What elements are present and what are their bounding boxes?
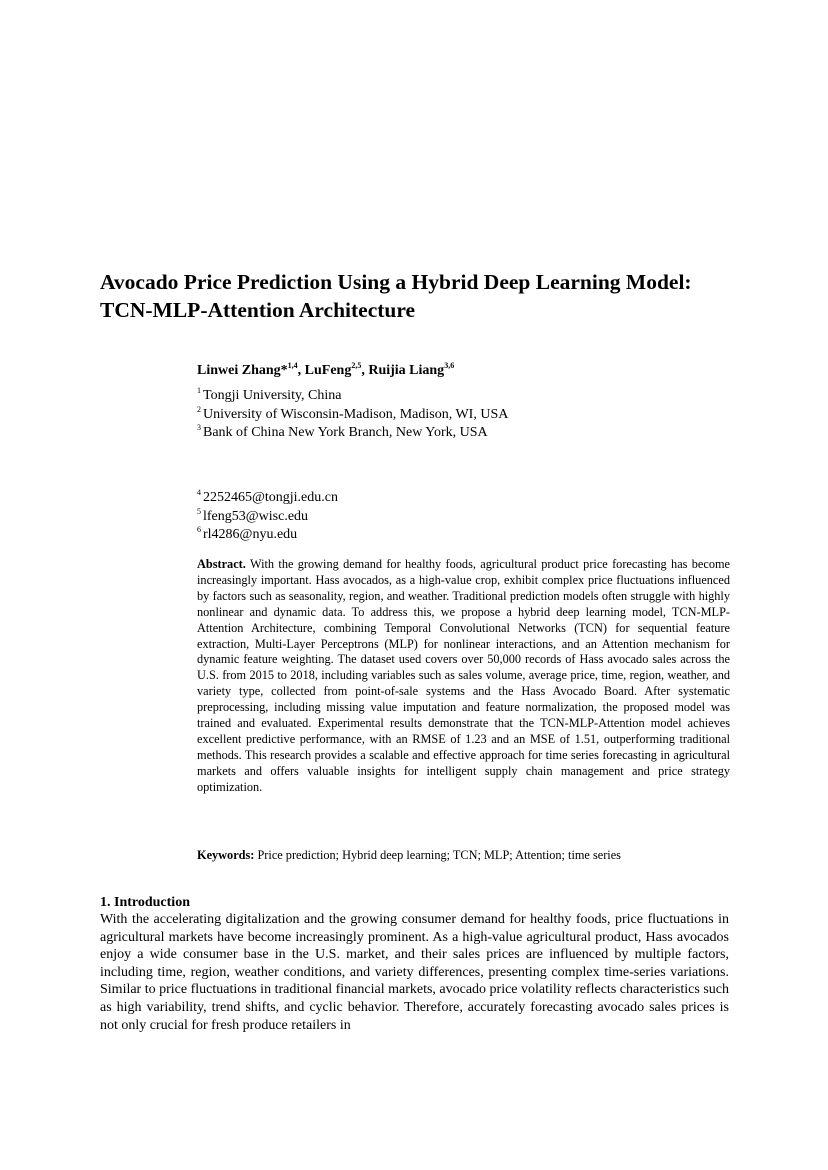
author-list	[197, 362, 454, 380]
section-body-introduction: With the accelerating digitalization and the growing consumer demand for healthy foods, price fluctuations in agricultural markets have become increasingly prominent. As a high-value agricultural product, Hass avocados enjoy a wide consumer base in the U.S. market, and their sales prices are influenced by multiple factors, including time, region, weather conditions, and variety differences, presenting complex time-series variations. Similar to price fluctuations in traditional financial markets, avocado price volatility reflects characteristics such as high variability, trend shifts, and cyclic behavior. Therefore, accurately forecasting avocado sales prices is not only crucial for fresh produce retailers in	[100, 912, 729, 1033]
author-separator: ,	[297, 363, 305, 378]
author-name: Ruijia Liang	[368, 363, 445, 378]
email-text: 2252465@tongji.edu.cn	[203, 490, 338, 505]
email-text: lfeng53@wisc.edu	[203, 508, 309, 524]
author-name: Linwei Zhang*	[197, 363, 288, 378]
email-item	[197, 489, 338, 508]
affiliation-superscript: 3	[197, 423, 201, 432]
affiliation-text: Tongji University, China	[203, 388, 342, 403]
section-heading-introduction: 1. Introduction	[100, 895, 190, 910]
author-separator: ,	[361, 363, 369, 378]
keywords	[197, 847, 730, 863]
email-superscript: 6	[197, 525, 201, 534]
email-superscript: 4	[197, 488, 201, 497]
abstract	[197, 557, 730, 796]
email-list	[197, 489, 338, 545]
author-superscript: 2,5	[351, 361, 362, 370]
email-item	[197, 526, 338, 545]
affiliation-item	[197, 406, 508, 425]
email-superscript: 5	[197, 506, 201, 516]
affiliation-superscript: 2	[197, 404, 201, 414]
affiliation-item	[197, 387, 508, 406]
keywords-label: Keywords:	[197, 848, 255, 862]
author-superscript: 3,6	[444, 361, 455, 370]
abstract-label: Abstract.	[197, 557, 246, 571]
author-superscript: 1,4	[287, 361, 298, 370]
affiliation-superscript: 1	[197, 386, 201, 395]
abstract-text: With the growing demand for healthy foods, agricultural product price forecasting has become increasingly important. Hass avocados, as a high-value crop, exhibit complex price fluctuations influenced by factors such as seasonality, region, and weather. Traditional prediction models often struggle with highly nonlinear and dynamic data. To address this, we propose a hybrid deep learning model, TCN-MLP-Attention Architecture, combining Temporal Convolutional Networks (TCN) for sequential feature extraction, Multi-Layer Perceptrons (MLP) for nonlinear interactions, and an Attention mechanism for dynamic feature weighting. The dataset used covers over 50,000 records of Hass avocado sales across the U.S. from 2015 to 2018, including variables such as sales volume, average price, time, region, weather, and variety type, collected from point-of-sale systems and the Hass Avocado Board. After systematic preprocessing, including missing value imputation and feature normalization, the proposed model was trained and evaluated. Experimental results demonstrate that the TCN-MLP-Attention model achieves excellent predictive performance, with an RMSE of 1.23 and an MSE of 1.51, outperforming traditional methods. This research provides a scalable and effective approach for time series forecasting in agricultural markets and offers valuable insights for intelligent supply chain management and price strategy optimization.	[197, 557, 731, 794]
author-name: LuFeng	[304, 363, 352, 378]
email-item	[197, 508, 338, 527]
email-text: rl4286@nyu.edu	[203, 527, 298, 542]
keywords-text: Price prediction; Hybrid deep learning; TCN; MLP; Attention; time series	[257, 848, 621, 862]
affiliation-list	[197, 387, 508, 443]
affiliation-item	[197, 424, 508, 443]
affiliation-text: University of Wisconsin-Madison, Madison, WI, USA	[203, 406, 509, 422]
paper-title: Avocado Price Prediction Using a Hybrid Deep Learning Model: TCN-MLP-Attention Architecture	[100, 270, 692, 322]
affiliation-text: Bank of China New York Branch, New York, USA	[203, 425, 488, 440]
